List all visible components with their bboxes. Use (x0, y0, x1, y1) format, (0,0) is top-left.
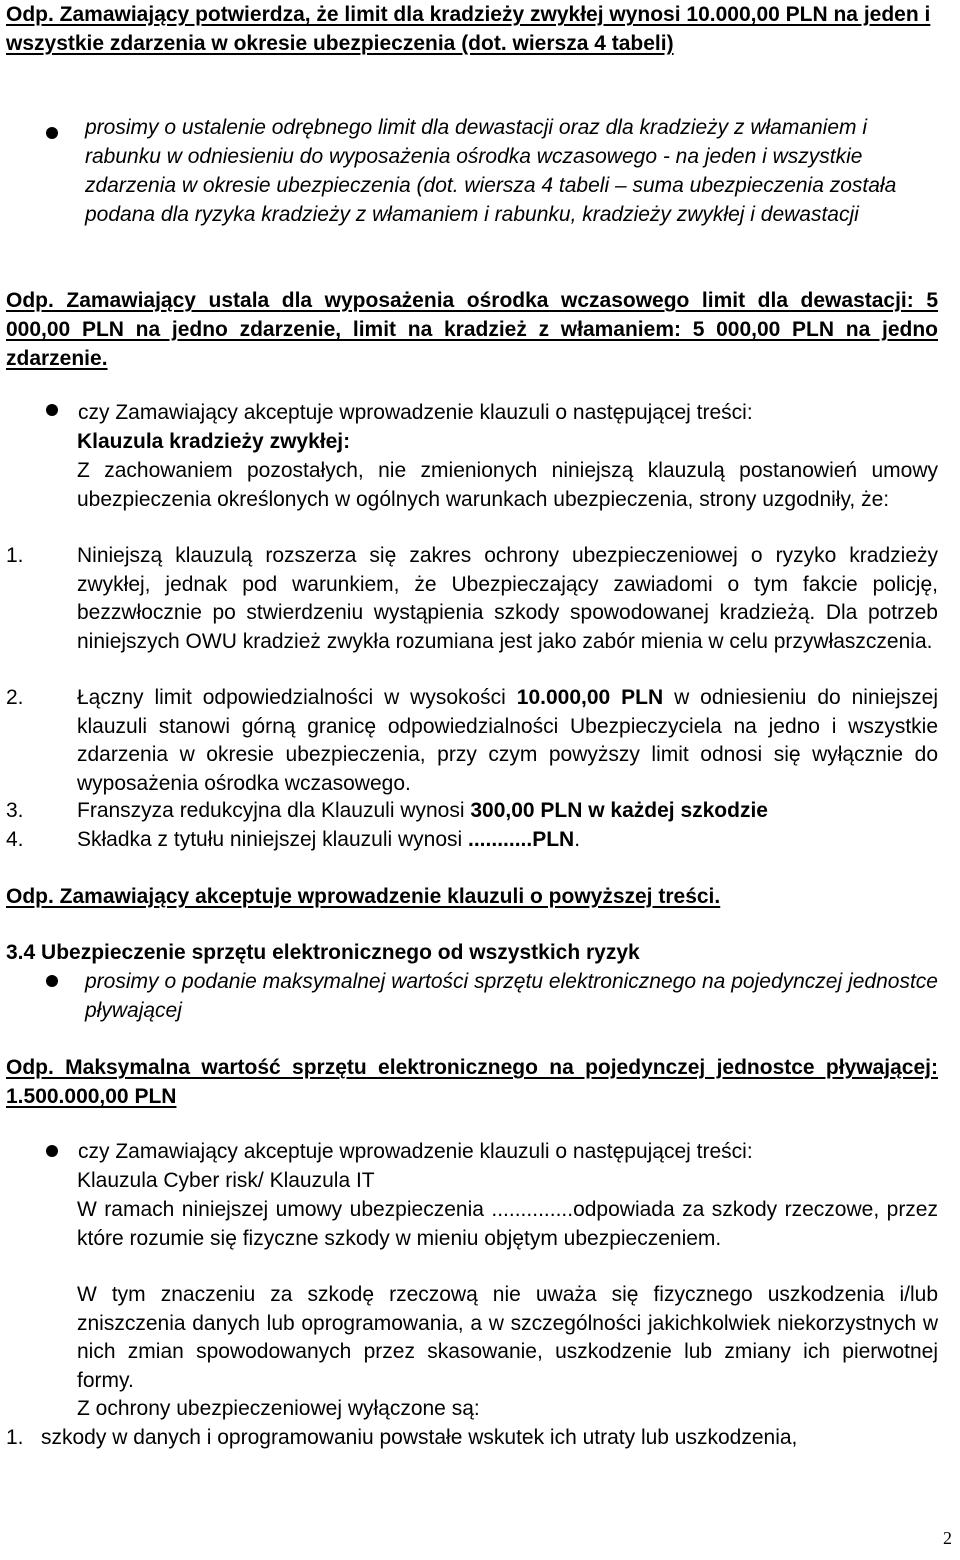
clause-item-4: Składka z tytułu niniejszej klauzuli wynosi ...........PLN. (77, 828, 581, 851)
list-number: 4. (6, 828, 24, 851)
clause-title-cyber: Klauzula Cyber risk/ Klauzula IT (77, 1169, 375, 1192)
clause-item-1: Niniejszą klauzulą rozszerza się zakres ochrony ubezpieczeniowej o ryzyko kradzieży zwykłej, jednak pod warunkiem, że Ubezpieczający zawiadomi o tym fakcie policję, bezzwłocznie po stwierdzeniu wystąpienia szkody spowodowanej kradzieżą. Dla potrzeb niniejszych OWU kradzież zwykła rozumiana jest jako zabór mienia w celu przywłaszczenia. (77, 544, 938, 653)
limit-amount: 10.000,00 PLN (516, 686, 664, 709)
question-separate-limits: prosimy o ustalenie odrębnego limit dla dewastacji oraz dla kradzieży z włamaniem i rabunku w odniesieniu do wyposażenia ośrodka wczasowego - na jeden i wszystkie zdarzenia w okresie ubezpieczenia (dot. wiersza 4 tabeli – suma ubezpieczenia została podana dla ryzyka kradzieży z włamaniem i rabunku, kradzieży zwykłej i dewastacji (85, 116, 897, 226)
question-theft-clause: czy Zamawiający akceptuje wprowadzenie klauzuli o następującej treści: (78, 401, 753, 424)
question-electronics-value: prosimy o podanie maksymalnej wartości sprzętu elektronicznego na pojedynczej jednostce pływającej (85, 970, 938, 1022)
bullet-icon (46, 1145, 58, 1157)
cyber-paragraph-1: W ramach niniejszej umowy ubezpieczenia ..............odpowiada za szkody rzeczowe, przez które rozumie się fizyczne szkody w mieniu objętym ubezpieczeniem. (77, 1198, 938, 1250)
clause-item-3: Franszyza redukcyjna dla Klauzuli wynosi 300,00 PLN w każdej szkodzie (77, 799, 768, 822)
bullet-icon (46, 127, 58, 139)
deductible-amount: 300,00 PLN w każdej szkodzie (470, 799, 768, 822)
clause-intro: Z zachowaniem pozostałych, nie zmienionych niniejszą klauzulą postanowień umowy ubezpieczenia określonych w ogólnych warunkach ubezpieczenia, strony uzgodniły, że: (77, 459, 938, 511)
question-cyber-clause: czy Zamawiający akceptuje wprowadzenie klauzuli o następującej treści: (78, 1140, 753, 1163)
answer-electronics-value: Odp. Maksymalna wartość sprzętu elektronicznego na pojedynczej jednostce pływającej: 1.500.000,00 PLN (6, 1056, 938, 1108)
clause-item-2: Łączny limit odpowiedzialności w wysokości 10.000,00 PLN w odniesieniu do niniejszej klauzuli stanowi górną granicę odpowiedzialności Ubezpieczyciela na jedno i wszystkie zdarzenia w okresie ubezpieczenia, przy czym powyższy limit odnosi się wyłącznie do wyposażenia ośrodka wczasowego. (77, 686, 938, 795)
bullet-icon (46, 975, 58, 987)
cyber-exclusion-item-1: szkody w danych i oprogramowaniu powstałe wskutek ich utraty lub uszkodzenia, (41, 1426, 798, 1449)
page-number: 2 (943, 1528, 952, 1548)
list-number: 2. (6, 686, 24, 709)
bullet-icon (46, 404, 58, 416)
clause-title-theft: Klauzula kradzieży zwykłej: (77, 430, 351, 453)
list-number: 3. (6, 799, 24, 822)
answer-theft-limit: Odp. Zamawiający potwierdza, że limit dla kradzieży zwykłej wynosi 10.000,00 PLN na jeden i wszystkie zdarzenia w okresie ubezpieczenia (dot. wiersza 4 tabeli) (6, 3, 931, 55)
answer-separate-limits: Odp. Zamawiający ustala dla wyposażenia ośrodka wczasowego limit dla dewastacji: 5 000,00 PLN na jedno zdarzenie, limit na kradzież z włamaniem: 5 000,00 PLN na jedno zdarzenie. (6, 289, 938, 370)
section-heading-3-4: 3.4 Ubezpieczenie sprzętu elektronicznego od wszystkich ryzyk (6, 941, 640, 964)
list-number: 1. (6, 1426, 24, 1449)
cyber-paragraph-2: W tym znaczeniu za szkodę rzeczową nie uważa się fizycznego uszkodzenia i/lub zniszczenia danych lub oprogramowania, a w szczególności jakichkolwiek niekorzystnych w nich zmian spowodowanych przez skasowanie, uszkodzenie lub zmiany ich pierwotnej formy. (77, 1283, 938, 1392)
answer-theft-clause: Odp. Zamawiający akceptuje wprowadzenie klauzuli o powyższej treści. (6, 885, 721, 908)
list-number: 1. (6, 544, 24, 567)
premium-amount: ...........PLN (468, 828, 575, 851)
cyber-paragraph-3: Z ochrony ubezpieczeniowej wyłączone są: (77, 1397, 480, 1420)
